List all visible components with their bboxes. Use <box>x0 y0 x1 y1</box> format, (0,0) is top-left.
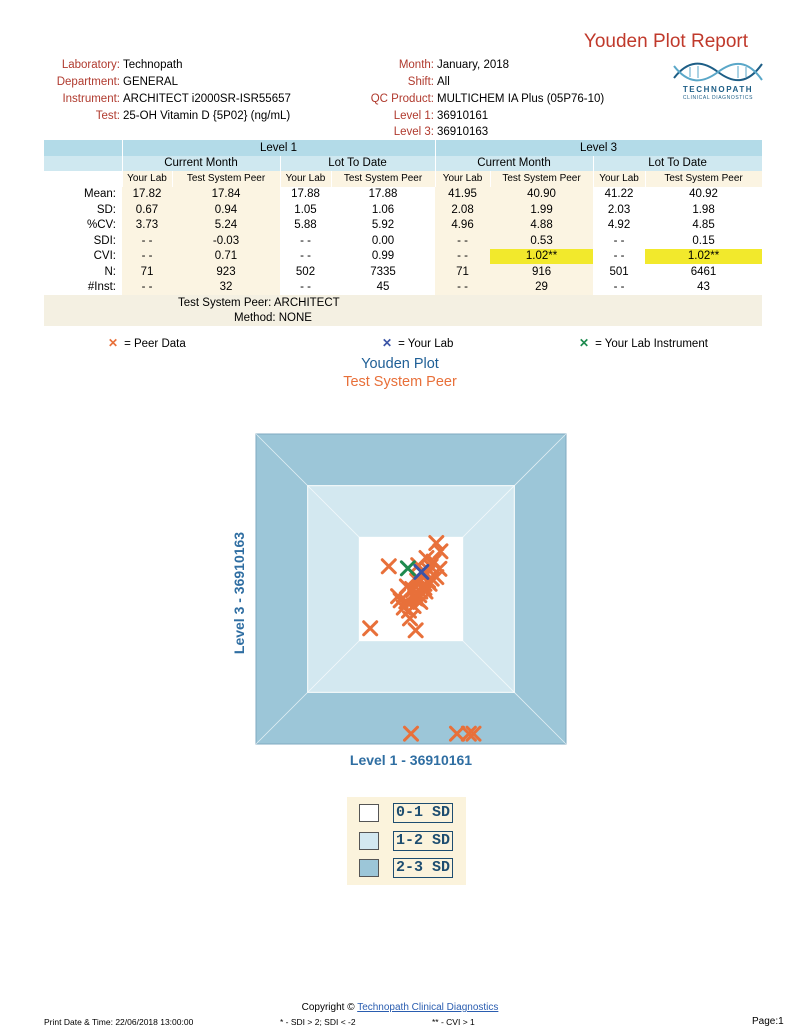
sd-swatch <box>359 804 379 822</box>
stat-cell: - - <box>280 249 331 265</box>
stat-cell: 0.53 <box>490 233 593 249</box>
stat-row-label: Mean: <box>44 187 122 203</box>
blank-cell <box>44 140 122 156</box>
y-axis-label: Level 3 - 36910163 <box>231 531 247 655</box>
sd-zone-label: 2-3 SD <box>393 858 453 878</box>
legend-your-lab <box>382 336 453 350</box>
page-number: Page:1 <box>752 1016 784 1027</box>
stat-cell: 17.88 <box>331 187 435 203</box>
stat-cell: 1.02** <box>490 249 593 265</box>
sd-zone-label: 0-1 SD <box>393 803 453 823</box>
report-title: Youden Plot Report <box>583 31 748 52</box>
stat-cell: 502 <box>280 264 331 280</box>
period-header-row <box>44 156 762 172</box>
stat-cell: 3.73 <box>122 218 172 234</box>
column-header: Test System Peer <box>645 171 762 187</box>
stat-cell: - - <box>280 280 331 296</box>
copyright <box>0 1002 800 1013</box>
period-header: Current Month <box>435 156 593 172</box>
blank-cell <box>44 171 122 187</box>
stat-cell: 40.90 <box>490 187 593 203</box>
stat-row <box>44 218 762 234</box>
stat-cell: 4.92 <box>593 218 645 234</box>
qc-product-value: MULTICHEM IA Plus (05P76-10) <box>437 93 605 105</box>
level1-label: Level 1: <box>393 110 434 122</box>
stat-cell: - - <box>122 233 172 249</box>
your-lab-x-icon: ✕ <box>382 336 393 350</box>
method-label: Method: NONE <box>44 311 762 327</box>
legend-label: = Your Lab <box>398 338 454 350</box>
stat-cell: -0.03 <box>172 233 280 249</box>
stat-row <box>44 264 762 280</box>
stat-cell: - - <box>122 249 172 265</box>
month-value: January, 2018 <box>437 59 510 71</box>
statistics-table <box>44 140 763 326</box>
print-date: Print Date & Time: 22/06/2018 13:00:00 <box>44 1017 194 1027</box>
stat-cell: 5.24 <box>172 218 280 234</box>
stat-cell: - - <box>593 280 645 296</box>
column-header: Your Lab <box>280 171 331 187</box>
stat-cell: 923 <box>172 264 280 280</box>
stat-row <box>44 202 762 218</box>
stat-cell: - - <box>593 233 645 249</box>
stat-cell: 0.99 <box>331 249 435 265</box>
test-system-peer-label: Test System Peer: ARCHITECT <box>44 295 762 311</box>
instrument-value: ARCHITECT i2000SR-ISR55657 <box>123 93 291 105</box>
column-header: Your Lab <box>435 171 490 187</box>
stat-cell: - - <box>435 280 490 296</box>
stat-cell: 17.84 <box>172 187 280 203</box>
stat-cell: 6461 <box>645 264 762 280</box>
stat-cell: 71 <box>435 264 490 280</box>
logo-wordmark: TECHNOPATH <box>682 85 754 94</box>
stat-row-label: N: <box>44 264 122 280</box>
stat-cell: 71 <box>122 264 172 280</box>
stat-row-label: SD: <box>44 202 122 218</box>
test-label: Test: <box>95 110 120 122</box>
stat-cell: 5.92 <box>331 218 435 234</box>
stat-cell: 0.94 <box>172 202 280 218</box>
stat-cell: 1.06 <box>331 202 435 218</box>
stat-cell: 41.22 <box>593 187 645 203</box>
stat-cell: - - <box>593 249 645 265</box>
level1-header: Level 1 <box>122 140 435 156</box>
cvi-footnote: ** - CVI > 1 <box>432 1017 475 1027</box>
stat-row <box>44 249 762 265</box>
stat-cell: 40.92 <box>645 187 762 203</box>
level3-value: 36910163 <box>437 126 489 138</box>
stat-row-label: SDI: <box>44 233 122 249</box>
stat-row-label: %CV: <box>44 218 122 234</box>
stat-cell: 1.98 <box>645 202 762 218</box>
level1-value: 36910161 <box>437 110 489 122</box>
month-label: Month: <box>398 59 434 71</box>
technopath-logo <box>668 58 768 102</box>
stat-cell: 32 <box>172 280 280 296</box>
technopath-link[interactable]: Technopath Clinical Diagnostics <box>357 1002 499 1013</box>
qc-product-label: QC Product: <box>370 93 434 105</box>
sd-swatch <box>359 832 379 850</box>
stat-cell: 0.71 <box>172 249 280 265</box>
level3-header: Level 3 <box>435 140 762 156</box>
stat-cell: - - <box>435 249 490 265</box>
stat-cell: 29 <box>490 280 593 296</box>
stat-cell: 1.02** <box>645 249 762 265</box>
stat-cell: 7335 <box>331 264 435 280</box>
legend-your-lab-instrument <box>579 336 708 350</box>
stat-cell: 2.03 <box>593 202 645 218</box>
stat-cell: 17.88 <box>280 187 331 203</box>
stat-cell: 4.85 <box>645 218 762 234</box>
stat-cell: 4.96 <box>435 218 490 234</box>
department-label: Department: <box>56 76 120 88</box>
stat-cell: 45 <box>331 280 435 296</box>
column-header: Your Lab <box>122 171 172 187</box>
stat-cell: 1.99 <box>490 202 593 218</box>
stat-cell: 4.88 <box>490 218 593 234</box>
stat-row-label: CVI: <box>44 249 122 265</box>
laboratory-label: Laboratory: <box>61 59 120 71</box>
stat-cell: 501 <box>593 264 645 280</box>
plot-subtitle: Test System Peer <box>343 374 457 390</box>
column-header-row <box>44 171 762 187</box>
period-header: Lot To Date <box>593 156 762 172</box>
department-value: GENERAL <box>123 76 178 88</box>
column-header: Test System Peer <box>172 171 280 187</box>
instrument-label: Instrument: <box>62 93 120 105</box>
stat-row-label: #Inst: <box>44 280 122 296</box>
level-header-row <box>44 140 762 156</box>
stat-cell: - - <box>435 233 490 249</box>
peer-row <box>44 295 762 311</box>
stat-row <box>44 280 762 296</box>
stat-row <box>44 233 762 249</box>
stat-cell: 2.08 <box>435 202 490 218</box>
copyright-text: Copyright © <box>301 1002 355 1013</box>
stat-cell: 17.82 <box>122 187 172 203</box>
stat-row <box>44 187 762 203</box>
blank-cell <box>44 156 122 172</box>
stat-cell: 0.67 <box>122 202 172 218</box>
test-value: 25-OH Vitamin D {5P02} (ng/mL) <box>123 110 291 122</box>
legend-peer-data <box>108 336 186 350</box>
stat-cell: 0.15 <box>645 233 762 249</box>
dna-helix-icon <box>668 58 768 86</box>
method-row <box>44 311 762 327</box>
stat-cell: 5.88 <box>280 218 331 234</box>
x-axis-label: Level 1 - 36910161 <box>349 752 473 768</box>
column-header: Your Lab <box>593 171 645 187</box>
column-header: Test System Peer <box>490 171 593 187</box>
sd-swatch <box>359 859 379 877</box>
logo-subtitle: CLINICAL DIAGNOSTICS <box>682 95 754 101</box>
stat-cell: 0.00 <box>331 233 435 249</box>
stat-cell: - - <box>122 280 172 296</box>
sd-zone-legend <box>347 797 466 885</box>
peer-data-x-icon: ✕ <box>108 336 119 350</box>
legend-label: = Peer Data <box>124 338 186 350</box>
stat-cell: - - <box>280 233 331 249</box>
shift-value: All <box>437 76 450 88</box>
stat-cell: 1.05 <box>280 202 331 218</box>
legend-label: = Your Lab Instrument <box>595 338 708 350</box>
shift-label: Shift: <box>407 76 434 88</box>
stat-cell: 916 <box>490 264 593 280</box>
your-lab-instrument-x-icon: ✕ <box>579 336 590 350</box>
stat-cell: 43 <box>645 280 762 296</box>
sdi-footnote: * - SDI > 2; SDI < -2 <box>280 1017 356 1027</box>
laboratory-value: Technopath <box>123 59 183 71</box>
sd-zone-label: 1-2 SD <box>393 831 453 851</box>
period-header: Current Month <box>122 156 280 172</box>
column-header: Test System Peer <box>331 171 435 187</box>
stat-cell: 41.95 <box>435 187 490 203</box>
youden-plot <box>220 425 580 775</box>
level3-label: Level 3: <box>393 126 434 138</box>
plot-title: Youden Plot <box>361 356 439 372</box>
period-header: Lot To Date <box>280 156 435 172</box>
